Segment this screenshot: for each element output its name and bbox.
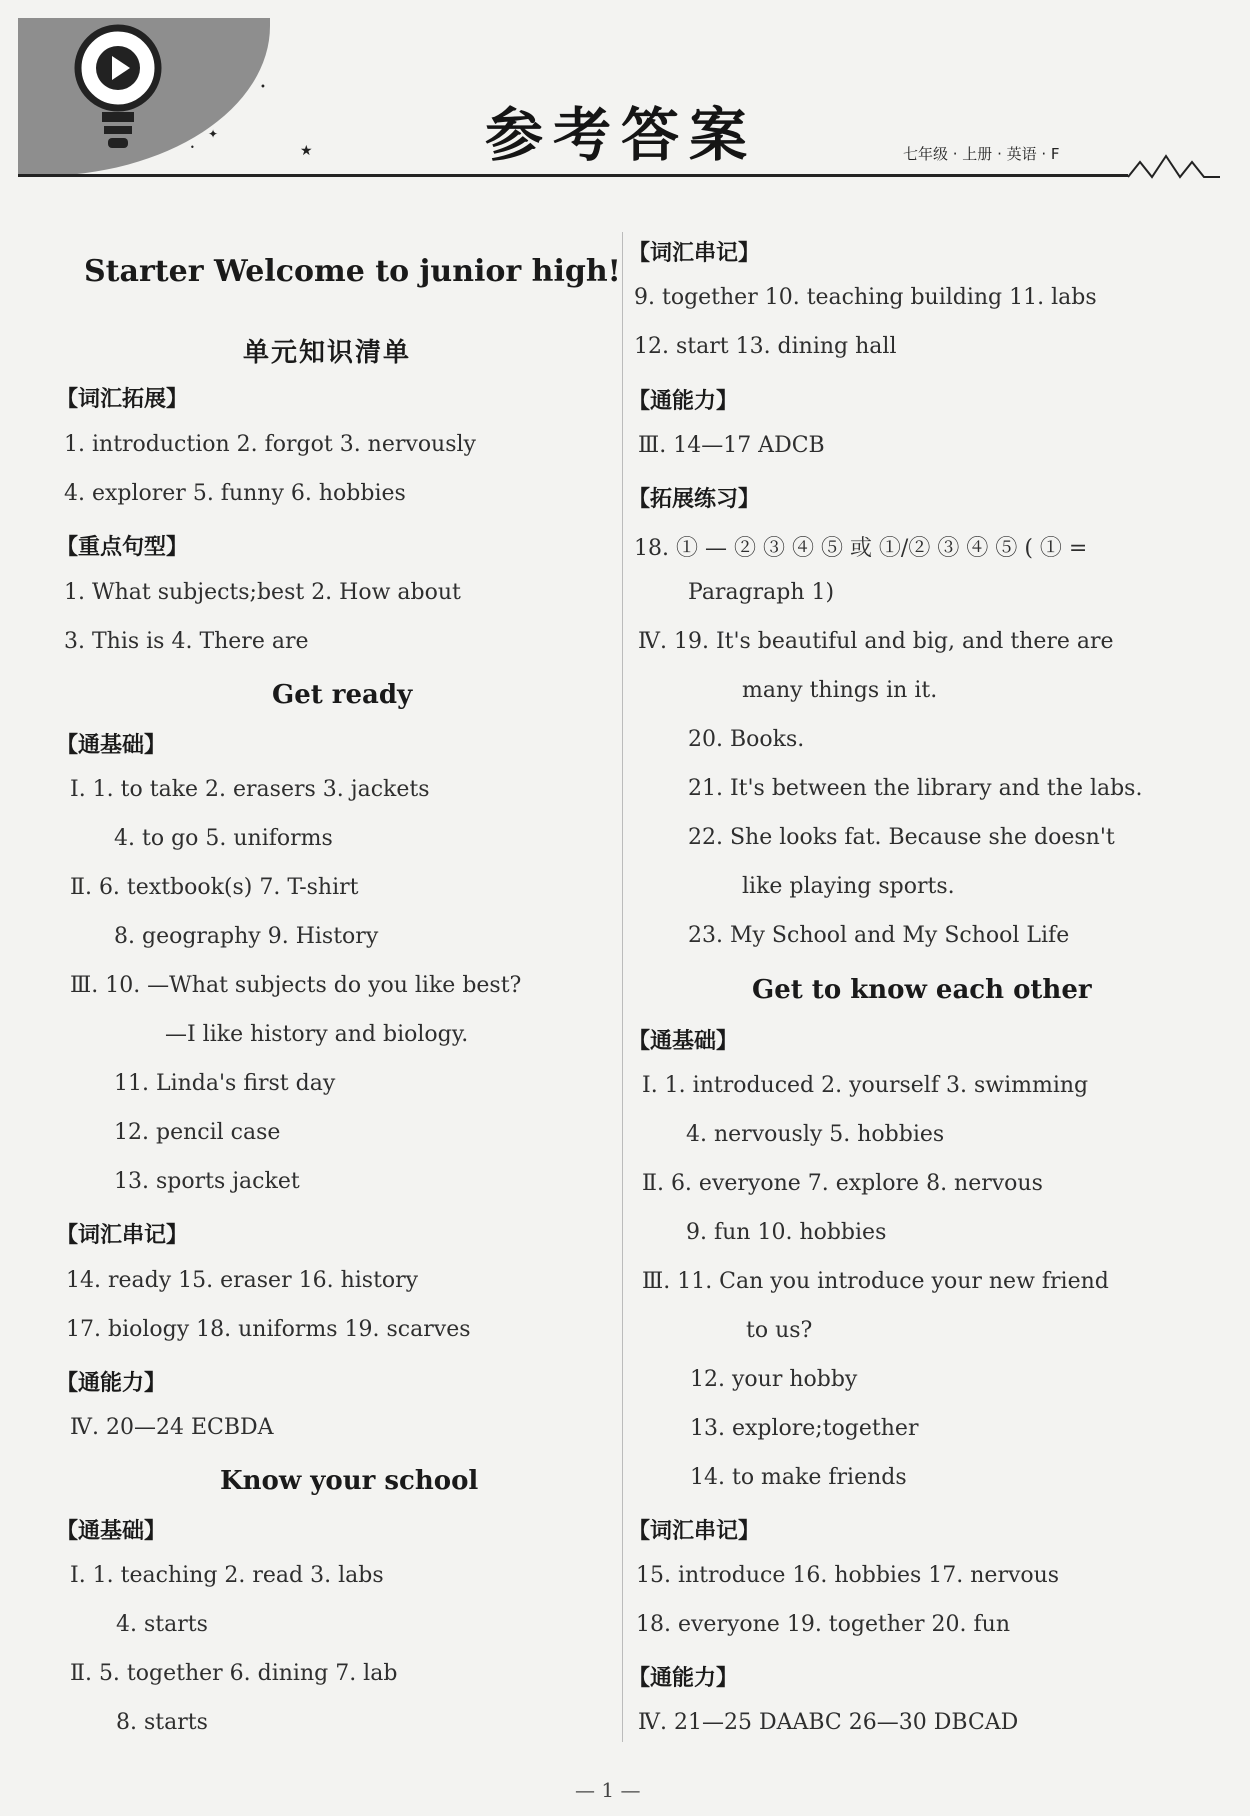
answer-line: 13. sports jacket [114, 1169, 300, 1194]
answer-line: Ⅱ. 6. everyone 7. explore 8. nervous [642, 1171, 1043, 1196]
answer-line: Ⅳ. 20—24 ECBDA [70, 1415, 274, 1440]
answer-line: 12. pencil case [114, 1120, 281, 1145]
answer-line: 11. Linda's first day [114, 1071, 336, 1096]
section-heading: 【通基础】 [628, 1029, 739, 1054]
svg-text:★: ★ [300, 143, 313, 159]
answer-line: 21. It's between the library and the labs. [688, 776, 1143, 801]
section-heading: 【词汇串记】 [56, 1223, 189, 1248]
answer-line: Ⅰ. 1. introduced 2. yourself 3. swimming [642, 1073, 1089, 1098]
section-title: Get ready [272, 680, 413, 710]
section-heading: 【通基础】 [56, 733, 167, 758]
unit-list-title: 单元知识清单 [243, 338, 412, 368]
section-heading: 【词汇串记】 [628, 1519, 761, 1544]
page-number: — 1 — [575, 1778, 641, 1802]
answer-line: Ⅰ. 1. to take 2. erasers 3. jackets [70, 777, 430, 802]
answer-line: 8. geography 9. History [114, 924, 379, 949]
section-heading: 【重点句型】 [56, 535, 189, 560]
answer-line: 3. This is 4. There are [64, 629, 309, 654]
answer-line: Ⅳ. 19. It's beautiful and big, and there are [638, 629, 1114, 654]
answer-line: 9. fun 10. hobbies [686, 1220, 887, 1245]
svg-text:•: • [190, 143, 195, 152]
answer-line: Ⅲ. 11. Can you introduce your new friend [642, 1269, 1109, 1294]
page-header [0, 0, 1250, 190]
answer-line: 4. nervously 5. hobbies [686, 1122, 945, 1147]
answer-line: to us? [746, 1318, 813, 1343]
page-title: 参考答案 [485, 101, 758, 169]
answer-line: 18. everyone 19. together 20. fun [636, 1612, 1010, 1637]
answer-line: Ⅲ. 10. —What subjects do you like best? [70, 973, 522, 998]
section-heading: 【拓展练习】 [628, 487, 761, 512]
section-heading: 【词汇拓展】 [56, 387, 189, 412]
answer-line: Paragraph 1) [688, 580, 835, 605]
answer-line: 8. starts [116, 1710, 208, 1735]
answer-line: 4. starts [116, 1612, 208, 1637]
answer-line: Ⅲ. 14—17 ADCB [638, 433, 825, 458]
answer-line: 14. to make friends [690, 1465, 907, 1490]
answer-line: 4. explorer 5. funny 6. hobbies [64, 481, 406, 506]
answer-line: many things in it. [742, 678, 938, 703]
answer-line: 23. My School and My School Life [688, 923, 1070, 948]
answer-line: —I like history and biology. [165, 1022, 469, 1047]
answer-line: 18. ① — ② ③ ④ ⑤ 或 ①/② ③ ④ ⑤ ( ① = [634, 536, 1088, 561]
answer-line: Ⅱ. 5. together 6. dining 7. lab [70, 1661, 398, 1686]
answer-line: 13. explore;together [690, 1416, 919, 1441]
section-heading: 【通能力】 [628, 389, 739, 414]
answer-line: 14. ready 15. eraser 16. history [66, 1268, 419, 1293]
answer-line: 1. introduction 2. forgot 3. nervously [64, 432, 476, 457]
answer-line: 12. your hobby [690, 1367, 858, 1392]
svg-text:✦: ✦ [208, 127, 219, 141]
section-heading: 【通能力】 [56, 1371, 167, 1396]
answer-line: 22. She looks fat. Because she doesn't [688, 825, 1115, 850]
header-rule [18, 174, 1128, 177]
section-heading: 【通能力】 [628, 1666, 739, 1691]
answer-line: 1. What subjects;best 2. How about [64, 580, 461, 605]
stars-decoration [190, 80, 320, 160]
zigzag-decoration [1128, 150, 1223, 185]
section-title: Get to know each other [752, 975, 1092, 1005]
column-divider [622, 232, 623, 1742]
answer-line: Ⅳ. 21—25 DAABC 26—30 DBCAD [638, 1710, 1019, 1735]
page-subtitle: 七年级 · 上册 · 英语 · F [903, 145, 1060, 163]
unit-title: Starter Welcome to junior high! [84, 254, 621, 289]
answer-line: 4. to go 5. uniforms [114, 826, 333, 851]
section-heading: 【通基础】 [56, 1519, 167, 1544]
answer-line: 12. start 13. dining hall [634, 334, 897, 359]
section-title: Know your school [220, 1466, 479, 1496]
answer-line: Ⅱ. 6. textbook(s) 7. T-shirt [70, 875, 359, 900]
svg-text:•: • [260, 82, 266, 93]
answer-line: like playing sports. [742, 874, 955, 899]
answer-line: 20. Books. [688, 727, 805, 752]
answer-line: 9. together 10. teaching building 11. labs [634, 285, 1097, 310]
answer-line: 17. biology 18. uniforms 19. scarves [66, 1317, 471, 1342]
answer-line: Ⅰ. 1. teaching 2. read 3. labs [70, 1563, 384, 1588]
lightbulb-play-icon [60, 20, 180, 170]
answer-line: 15. introduce 16. hobbies 17. nervous [636, 1563, 1060, 1588]
section-heading: 【词汇串记】 [628, 241, 761, 266]
